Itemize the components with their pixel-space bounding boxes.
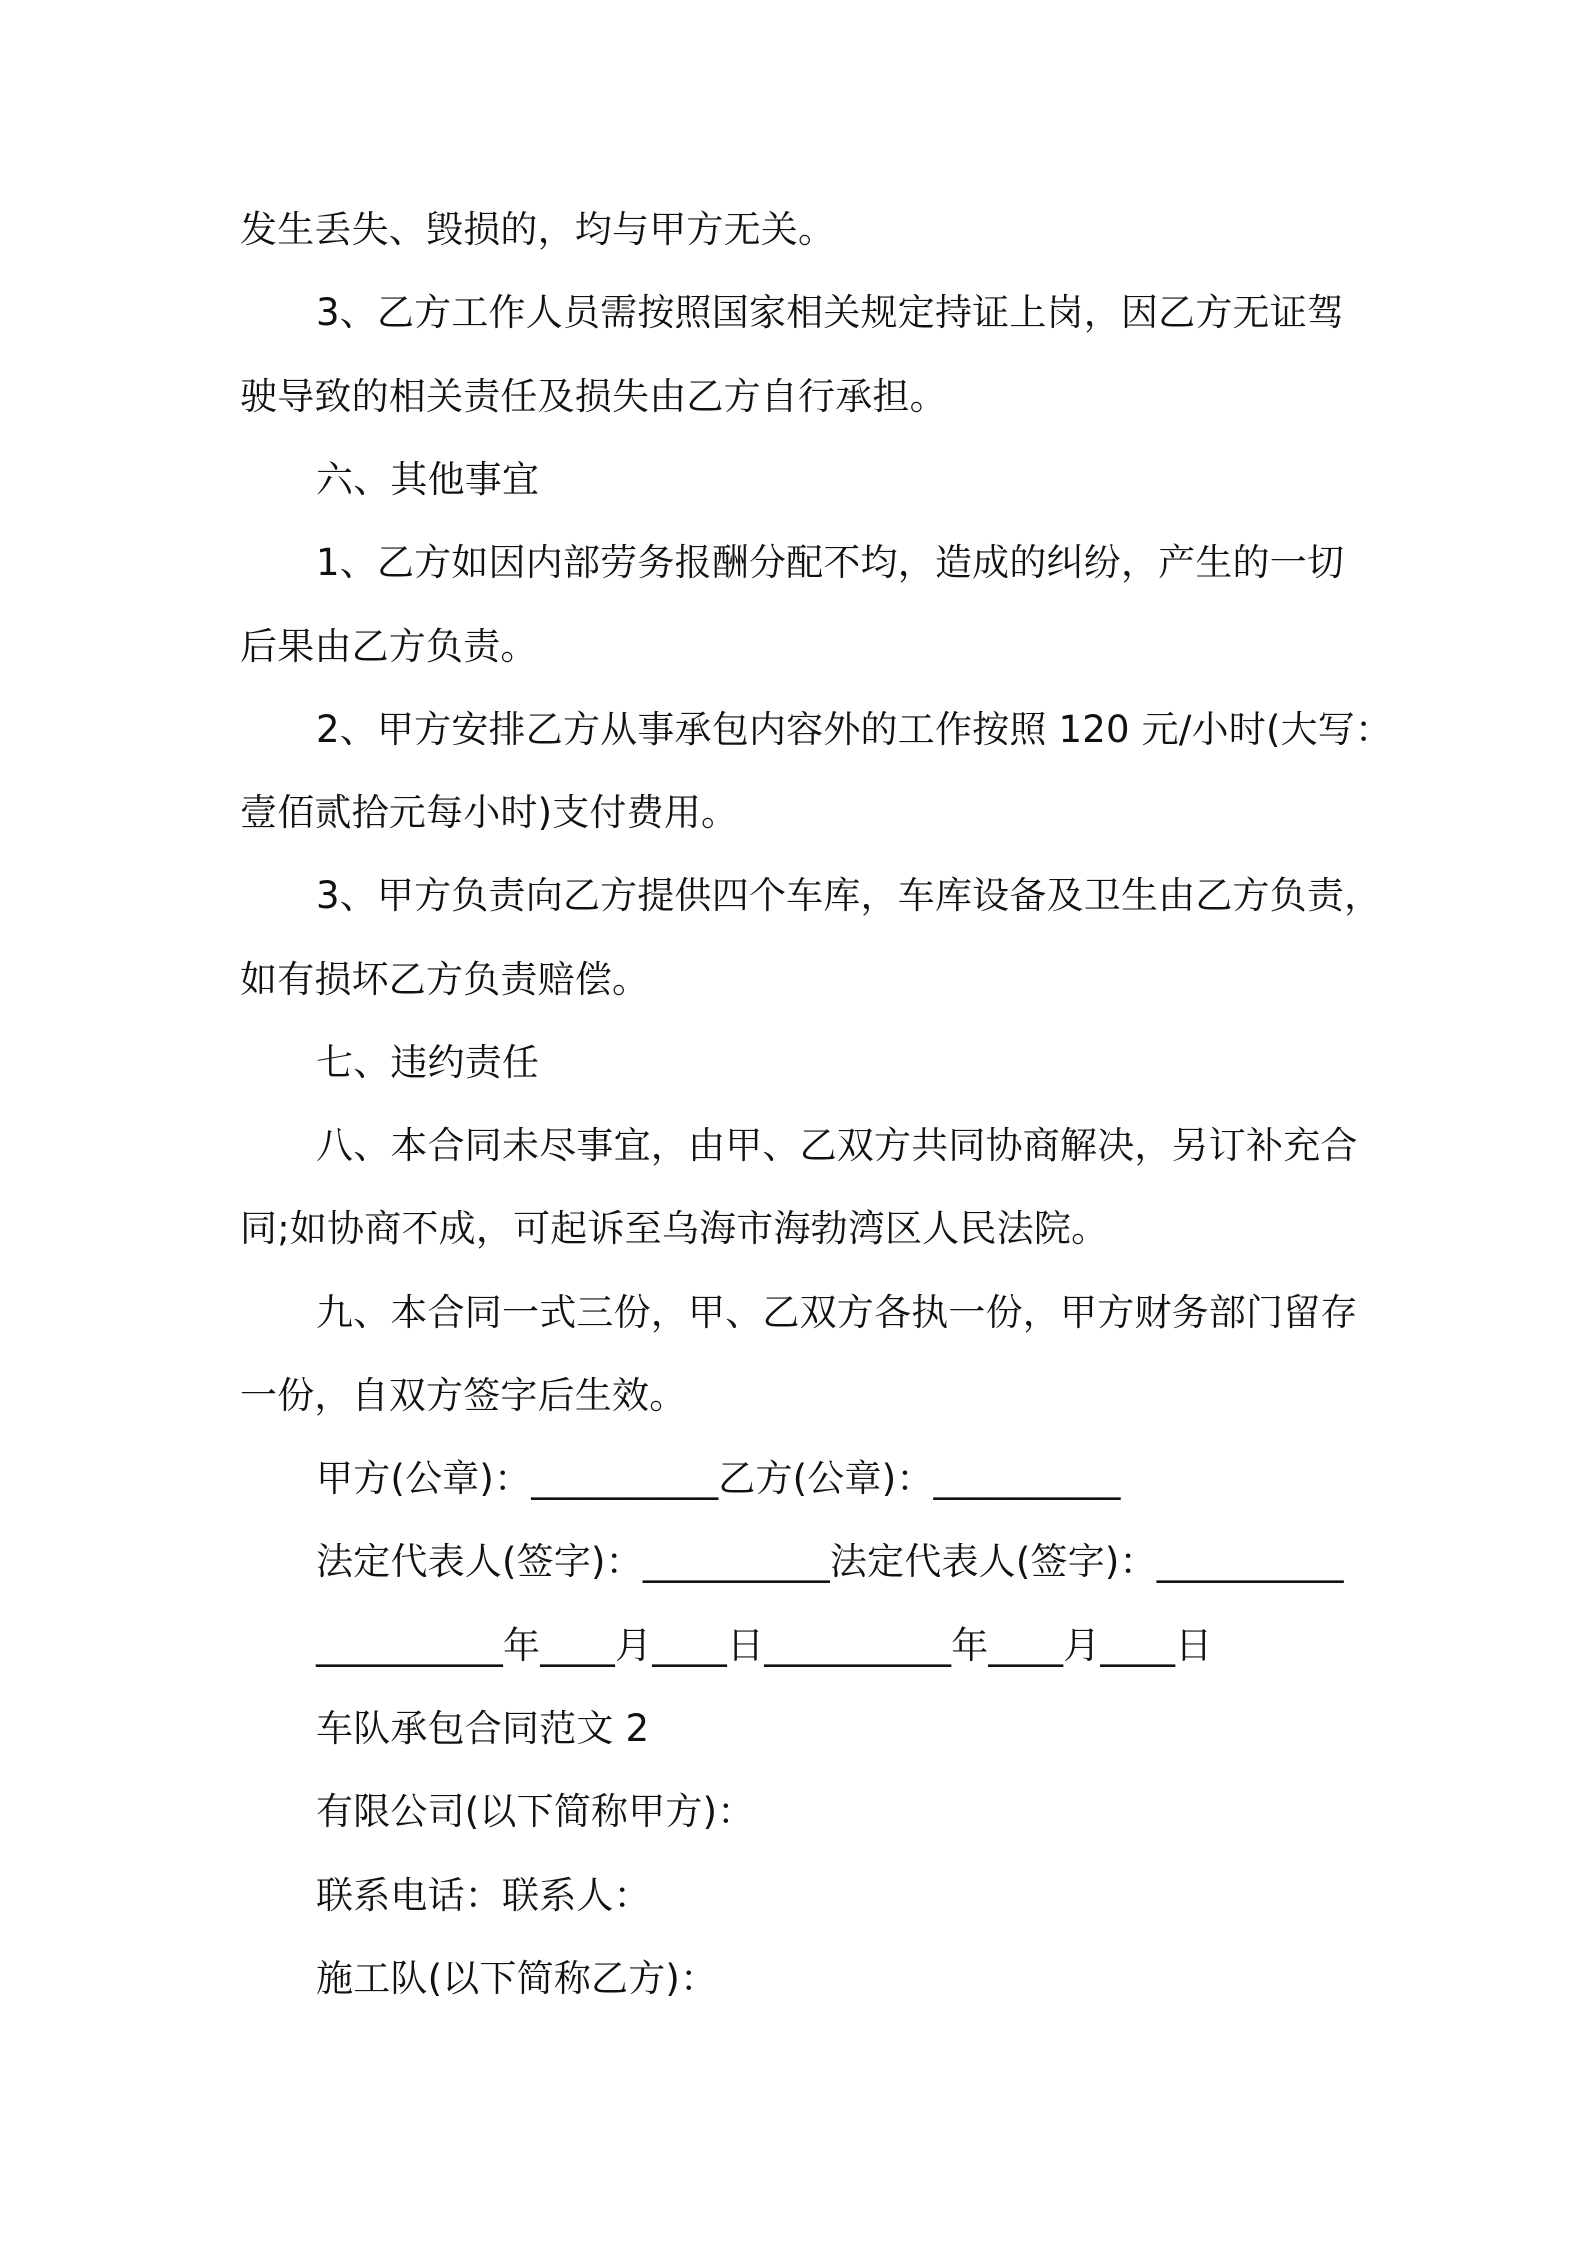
text-line-7: 2、甲方安排乙方从事承包内容外的工作按照 120 元/小时(大写： xyxy=(316,708,1393,751)
text-line-14: 九、本合同一式三份，甲、乙双方各执一份，甲方财务部门留存 xyxy=(316,1291,1358,1334)
text-line-5: 1、乙方如因内部劳务报酬分配不均，造成的纠纷，产生的一切 xyxy=(316,541,1345,584)
text-line-6: 后果由乙方负责。 xyxy=(240,625,538,668)
text-line-9: 3、甲方负责向乙方提供四个车库，车库设备及卫生由乙方负责， xyxy=(316,874,1382,917)
text-line-1: 发生丢失、毁损的，均与甲方无关。 xyxy=(240,208,836,251)
signature-party-seals: 甲方(公章)：__________乙方(公章)：__________ xyxy=(316,1457,1121,1500)
text-line-13: 同;如协商不成，可起诉至乌海市海勃湾区人民法院。 xyxy=(240,1207,1109,1250)
text-line-2: 3、乙方工作人员需按照国家相关规定持证上岗，因乙方无证驾 xyxy=(316,291,1345,334)
party-b-line: 施工队(以下简称乙方)： xyxy=(316,1957,718,2000)
signature-legal-representatives: 法定代表人(签字)：__________法定代表人(签字)：__________ xyxy=(316,1540,1344,1583)
text-line-10: 如有损坏乙方负责赔偿。 xyxy=(240,958,650,1001)
text-line-12: 八、本合同未尽事宜，由甲、乙双方共同协商解决，另订补充合 xyxy=(316,1124,1358,1167)
party-a-line: 有限公司(以下简称甲方)： xyxy=(316,1790,755,1833)
document-title-2: 车队承包合同范文 2 xyxy=(316,1707,650,1750)
text-line-8: 壹佰贰拾元每小时)支付费用。 xyxy=(240,791,739,834)
section-heading-6: 六、其他事宜 xyxy=(316,458,540,501)
text-line-15: 一份，自双方签字后生效。 xyxy=(240,1374,687,1417)
text-line-3: 驶导致的相关责任及损失由乙方自行承担。 xyxy=(240,375,947,418)
contact-line: 联系电话：联系人： xyxy=(316,1874,651,1917)
signature-dates: __________年____月____日__________年____月____日 xyxy=(316,1624,1213,1667)
section-heading-7: 七、违约责任 xyxy=(316,1041,540,1084)
